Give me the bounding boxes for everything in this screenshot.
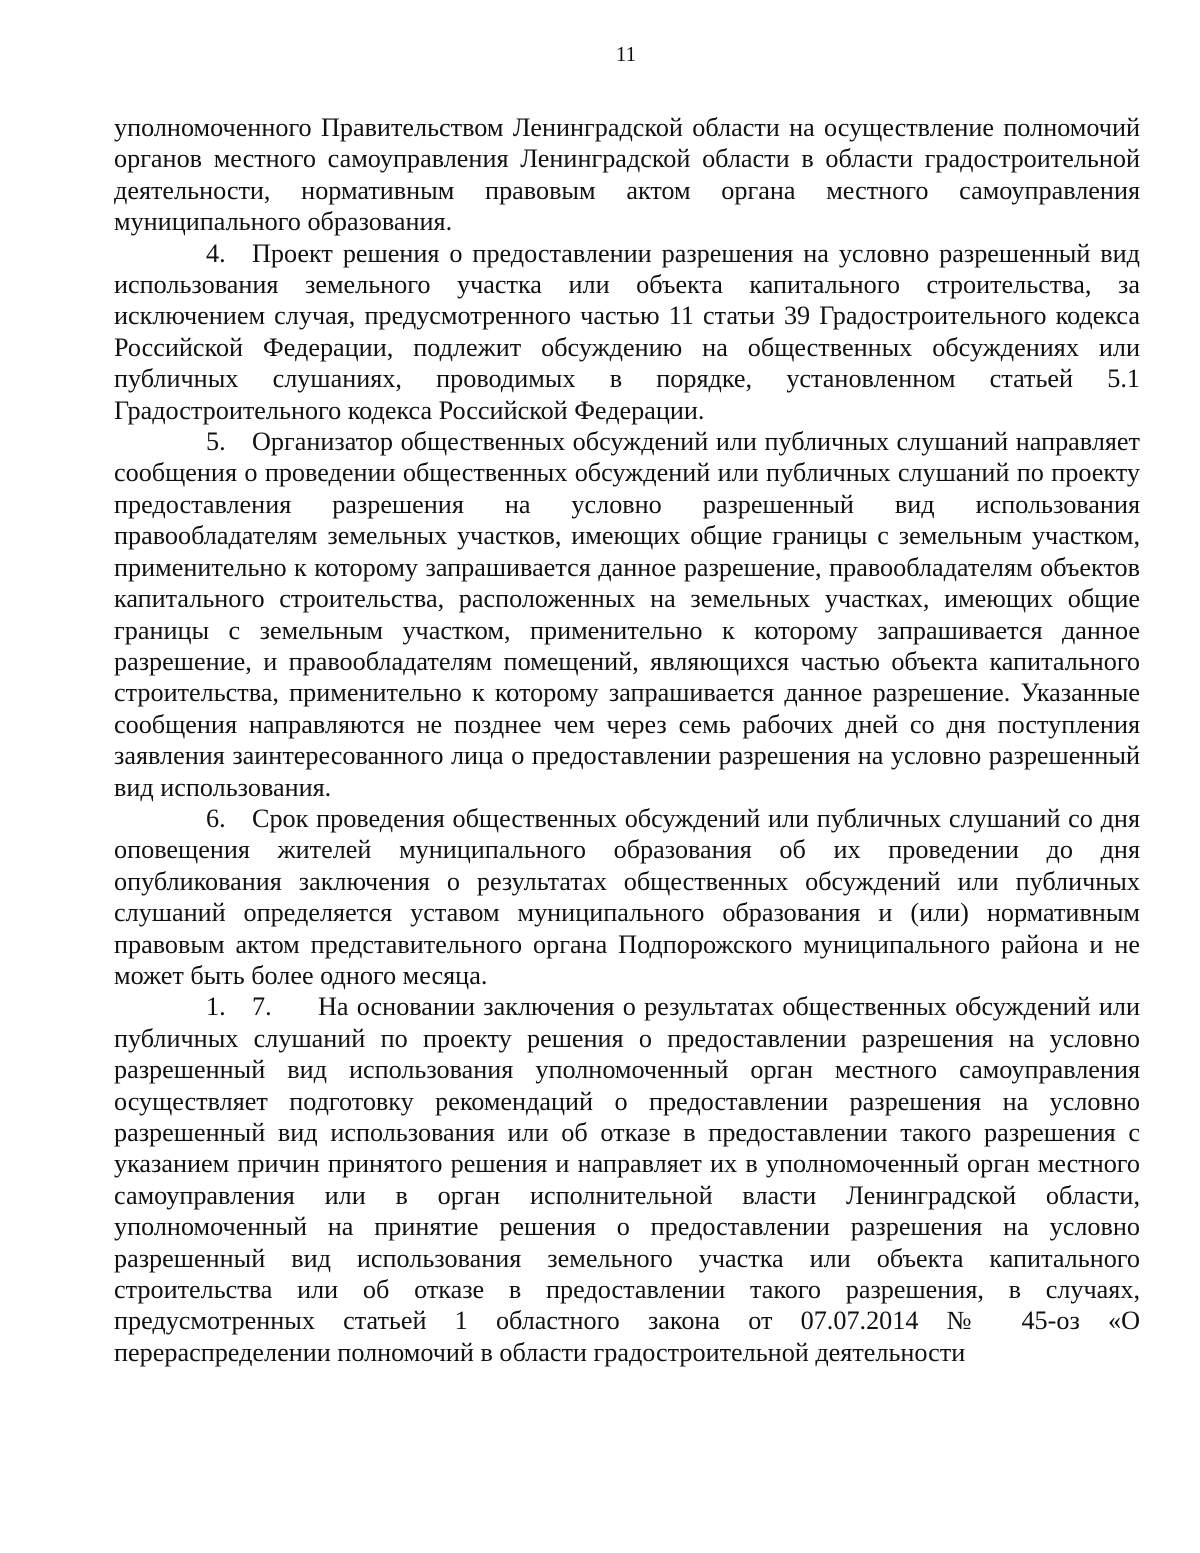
paragraph-number: 5. (206, 427, 226, 457)
paragraph-6 (114, 803, 1140, 991)
paragraph-5 (114, 426, 1140, 803)
paragraph-4 (114, 238, 1140, 426)
paragraph-continuation (114, 112, 1140, 238)
paragraph-text: Срок проведения общественных обсуждений или публичных слушаний со дня оповещения жителей муниципального образования об их проведении до дня опубликования заключения о результатах общественных обсуждений или публичных слушаний определяется уставом муниципального образования и (или) нормативным правовым актом представительного органа Подпорожского муниципального района и не может быть более одного месяца. (114, 803, 1140, 990)
paragraph-number: 4. (206, 238, 226, 268)
paragraph-text: На основании заключения о результатах общественных обсуждений или публичных слушаний по проекту решения о предоставлении разрешения на условно разрешенный вид использования уполномоченный орган местного самоуправления осуществляет подготовку рекомендаций о предоставлении разрешения на условно разрешенный вид использования или об отказе в предоставлении такого разрешения с указанием причин принятого решения и направляет их в уполномоченный орган местного самоуправления или в орган исполнительной власти Ленинградской области, уполномоченный на принятие решения о предоставлении разрешения на условно разрешенный вид использования земельного участка или объекта капитального строительства или об отказе в предоставлении такого разрешения, в случаях, предусмотренных статьей 1 областного закона от 07.07.2014 № 45-оз «О перераспределении полномочий в области градостроительной деятельности (114, 992, 1140, 1367)
document-body (114, 112, 1140, 1368)
paragraph-text: Организатор общественных обсуждений или публичных слушаний направляет сообщения о проведении общественных обсуждений или публичных слушаний по проекту предоставления разрешения на условно разрешенный вид использования правообладателям земельных участков, имеющих общие границы с земельным участком, применительно к которому запрашивается данное разрешение, правообладателям объектов капитального строительства, расположенных на земельных участках, имеющих общие границы с земельным участком, применительно к которому запрашивается данное разрешение, и правообладателям помещений, являющихся частью объекта капитального строительства, применительно к которому запрашивается данное разрешение. Указанные сообщения направляются не позднее чем через семь рабочих дней со дня поступления заявления заинтересованного лица о предоставлении разрешения на условно разрешенный вид использования. (114, 427, 1140, 802)
paragraph-number: 7. (252, 992, 272, 1022)
paragraph-text: Проект решения о предоставлении разрешения на условно разрешенный вид использования земельного участка или объекта капитального строительства, за исключением случая, предусмотренного частью 11 статьи 39 Градостроительного кодекса Российской Федерации, подлежит обсуждению на общественных обсуждениях или публичных слушаниях, проводимых в порядке, установленном статьей 5.1 Градостроительного кодекса Российской Федерации. (114, 238, 1140, 425)
page-number: 11 (615, 42, 637, 66)
paragraph-prefix: 1. (206, 992, 226, 1022)
paragraph-number: 6. (206, 803, 226, 833)
paragraph-text: уполномоченного Правительством Ленинградской области на осуществление полномочий органов местного самоуправления Ленинградской области в области градостроительной деятельности, нормативным правовым актом органа местного самоуправления муниципального образования. (114, 113, 1140, 237)
paragraph-7 (114, 991, 1140, 1368)
